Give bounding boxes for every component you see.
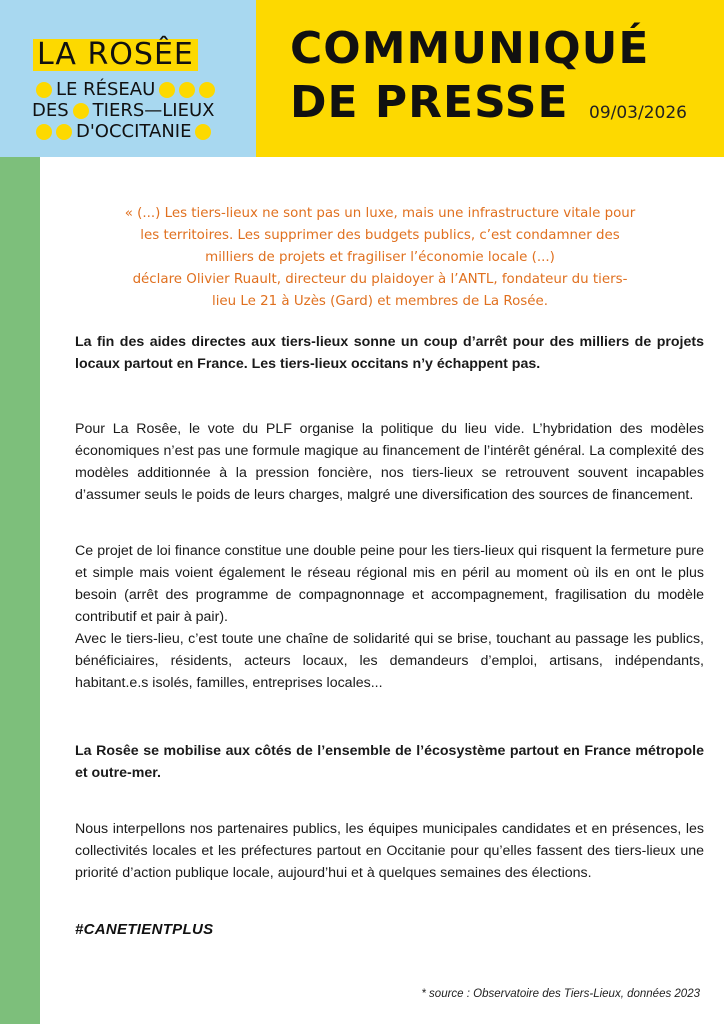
logo-row-3 <box>36 121 211 143</box>
dot-icon <box>36 124 52 140</box>
title-line-2: DE PRESSE <box>290 77 569 128</box>
logo-title: LA ROSÊE <box>33 39 198 71</box>
paragraph <box>75 818 704 884</box>
paragraph-text: Ce projet de loi finance constitue une double peine pour les tiers-lieux qui risquent la fermeture pure et simple mais voient également le réseau régional mis en péril au moment où ils en ont le plus besoin (arrêt des programme de compagnonnage et accompagnement, fragilisation du modèle contributif et pair à pair). <box>75 543 704 625</box>
quote-line: « (...) Les tiers-lieux ne sont pas un luxe, mais une infrastructure vitale pour <box>124 206 636 221</box>
dot-icon <box>56 124 72 140</box>
dot-icon <box>179 82 195 98</box>
paragraph-text: La fin des aides directes aux tiers-lieux sonne un coup d’arrêt pour des milliers de projets locaux partout en France. Les tiers-lieux occitans n’y échappent pas. <box>75 334 704 372</box>
logo-line-1: LE RÉSEAU <box>56 79 156 100</box>
quote-line: déclare Olivier Ruault, directeur du plaidoyer à l’ANTL, fondateur du tiers- <box>132 272 628 287</box>
dot-icon <box>195 124 211 140</box>
quote-line: milliers de projets et fragiliser l’économie locale (...) <box>205 250 555 265</box>
press-date: 09/03/2026 <box>589 103 687 123</box>
paragraph-text: Nous interpellons nos partenaires publics, les équipes municipales candidates et en présences, les collectivités locales et les préfectures partout en Occitanie pour qu’elles fassent des tiers-lieux une priorité d’action publique locale, aujourd’hui et à quelques semaines des élections. <box>75 821 704 881</box>
pull-quote <box>82 203 678 313</box>
la-rosee-logo <box>30 27 230 142</box>
green-sidebar <box>0 157 40 1024</box>
dot-icon <box>73 103 89 119</box>
quote-line: les territoires. Les supprimer des budgets publics, c’est condamner des <box>140 228 620 243</box>
bold-paragraph <box>75 740 704 784</box>
hashtag: #CANETIENTPLUS <box>75 921 214 938</box>
logo-row-1 <box>36 79 215 101</box>
dot-icon <box>199 82 215 98</box>
lead-paragraph <box>75 331 704 375</box>
paragraph <box>75 418 704 506</box>
paragraph <box>75 628 704 694</box>
logo-row-2 <box>32 100 215 122</box>
source-footnote: * source : Observatoire des Tiers-Lieux, données 2023 <box>421 988 700 1000</box>
logo-line-2a: DES <box>32 100 69 121</box>
paragraph-text: Pour La Rosêe, le vote du PLF organise la politique du lieu vide. L’hybridation des modèles économiques n’est pas une formule magique au financement de l’intérêt général. La complexité des modèles additionnée à la pression foncière, nos tiers-lieux se retrouvent souvent incapables d’assumer seuls le poids de leurs charges, malgré une diversification des sources de financement. <box>75 421 704 503</box>
logo-line-2b: TIERS—LIEUX <box>92 100 215 121</box>
dot-icon <box>159 82 175 98</box>
dot-icon <box>36 82 52 98</box>
quote-line: lieu Le 21 à Uzès (Gard) et membres de La Rosée. <box>211 294 549 309</box>
title-line-1: COMMUNIQUÉ <box>290 23 650 74</box>
paragraph-text: La Rosêe se mobilise aux côtés de l’ensemble de l’écosystème partout en France métropole et outre-mer. <box>75 743 704 781</box>
paragraph <box>75 540 704 628</box>
paragraph-text: Avec le tiers-lieu, c’est toute une chaîne de solidarité qui se brise, touchant au passage les publics, bénéficiaires, résidents, acteurs locaux, les demandeurs d’emploi, artisans, indépendants, habitant.e.s isolés, familles, entreprises locales... <box>75 631 704 691</box>
logo-line-3: D'OCCITANIE <box>76 121 192 142</box>
